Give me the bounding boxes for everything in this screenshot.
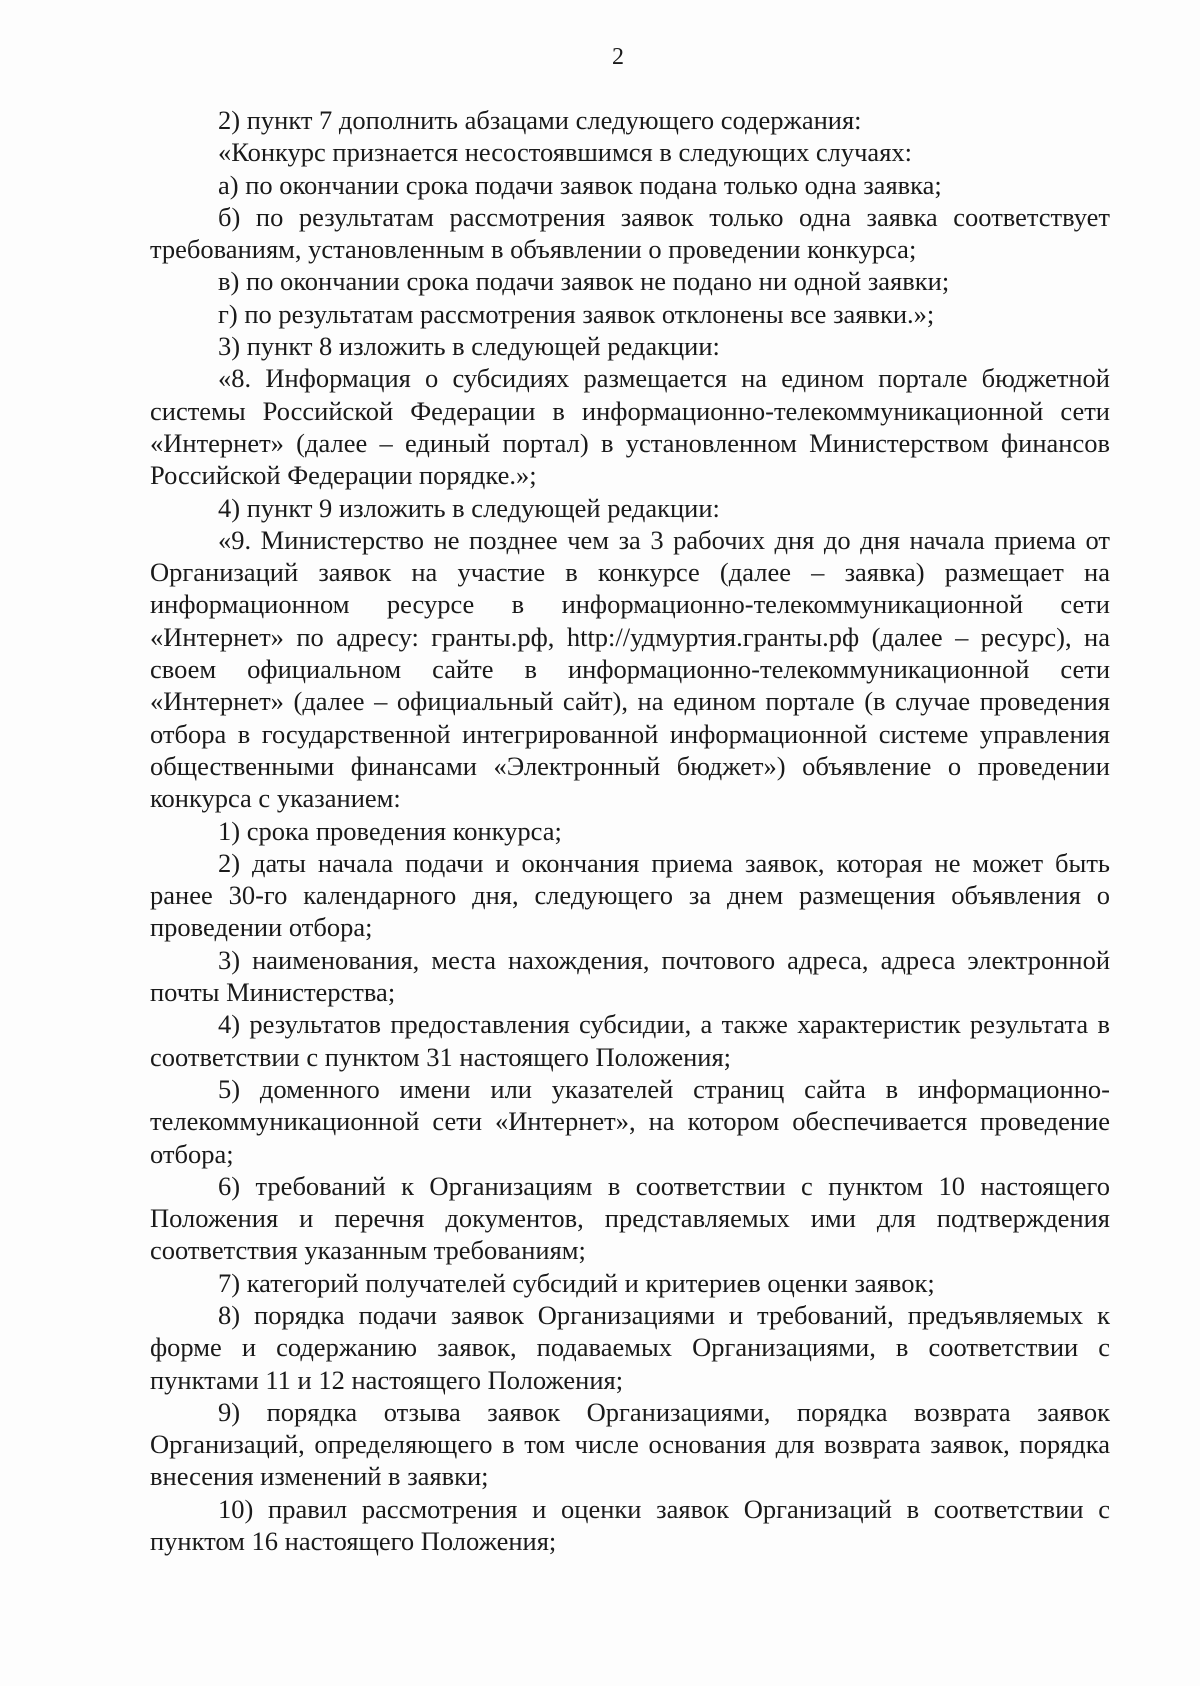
paragraph: 3) пункт 8 изложить в следующей редакции:: [218, 331, 720, 362]
paragraph: «9. Министерство не позднее чем за 3 рабочих дня до дня начала приема от Организаций заявок на участие в конкурсе (далее – заявка) размещает на информационном ресурсе в информационно-телекоммуникационной сети «Интернет» по адресу: гранты.рф, http://удмуртия.гранты.рф (далее – ресурс), на своем официальном сайте в информационно-телекоммуникационной сети «Интернет» (далее – официальный сайт), на едином портале (в случае проведения отбора в государственной интегрированной информационной системе управления общественными финансами «Электронный бюджет») объявление о проведении конкурса с указанием:: [150, 524, 1110, 814]
paragraph: «Конкурс признается несостоявшимся в следующих случаях:: [218, 137, 912, 168]
paragraph: «8. Информация о субсидиях размещается на едином портале бюджетной системы Российской Федерации в информационно-телекоммуникационной сети «Интернет» (далее – единый портал) в установленном Министерством финансов Российской Федерации порядке.»;: [150, 363, 1110, 491]
paragraph: 4) результатов предоставления субсидии, а также характеристик результата в соответствии с пунктом 31 настоящего Положения;: [150, 1009, 1110, 1072]
paragraph: 7) категорий получателей субсидий и критериев оценки заявок;: [218, 1267, 935, 1298]
paragraph: 2) пункт 7 дополнить абзацами следующего содержания:: [218, 105, 862, 135]
paragraph: 6) требований к Организациям в соответствии с пунктом 10 настоящего Положения и перечня документов, представляемых ими для подтверждения соответствия указанным требованиям;: [150, 1170, 1110, 1266]
paragraph: 4) пункт 9 изложить в следующей редакции:: [218, 492, 720, 523]
paragraph: 5) доменного имени или указателей страниц сайта в информационно-телекоммуникационной сети «Интернет», на котором обеспечивается проведение отбора;: [150, 1073, 1110, 1169]
paragraph: 9) порядка отзыва заявок Организациями, порядка возврата заявок Организаций, определяющего в том числе основания для возврата заявок, порядка внесения изменений в заявки;: [150, 1396, 1110, 1492]
paragraph: 10) правил рассмотрения и оценки заявок Организаций в соответствии с пунктом 16 настоящего Положения;: [150, 1493, 1110, 1557]
paragraph: 2) даты начала подачи и окончания приема заявок, которая не может быть ранее 30-го календарного дня, следующего за днем размещения объявления о проведении отбора;: [150, 847, 1110, 943]
paragraph: 3) наименования, места нахождения, почтового адреса, адреса электронной почты Министерства;: [150, 944, 1110, 1008]
paragraph: г) по результатам рассмотрения заявок отклонены все заявки.»;: [218, 298, 935, 329]
paragraph: б) по результатам рассмотрения заявок только одна заявка соответствует требованиям, установленным в объявлении о проведении конкурса;: [150, 201, 1110, 265]
paragraph: 8) порядка подачи заявок Организациями и требований, предъявляемых к форме и содержанию заявок, подаваемых Организациями, в соответствии с пунктами 11 и 12 настоящего Положения;: [150, 1299, 1110, 1395]
paragraph: а) по окончании срока подачи заявок подана только одна заявка;: [218, 169, 942, 200]
paragraph: 1) срока проведения конкурса;: [218, 815, 562, 846]
paragraph: в) по окончании срока подачи заявок не подано ни одной заявки;: [218, 266, 950, 297]
page-number: 2: [612, 44, 624, 70]
document-body: [150, 104, 1110, 1557]
